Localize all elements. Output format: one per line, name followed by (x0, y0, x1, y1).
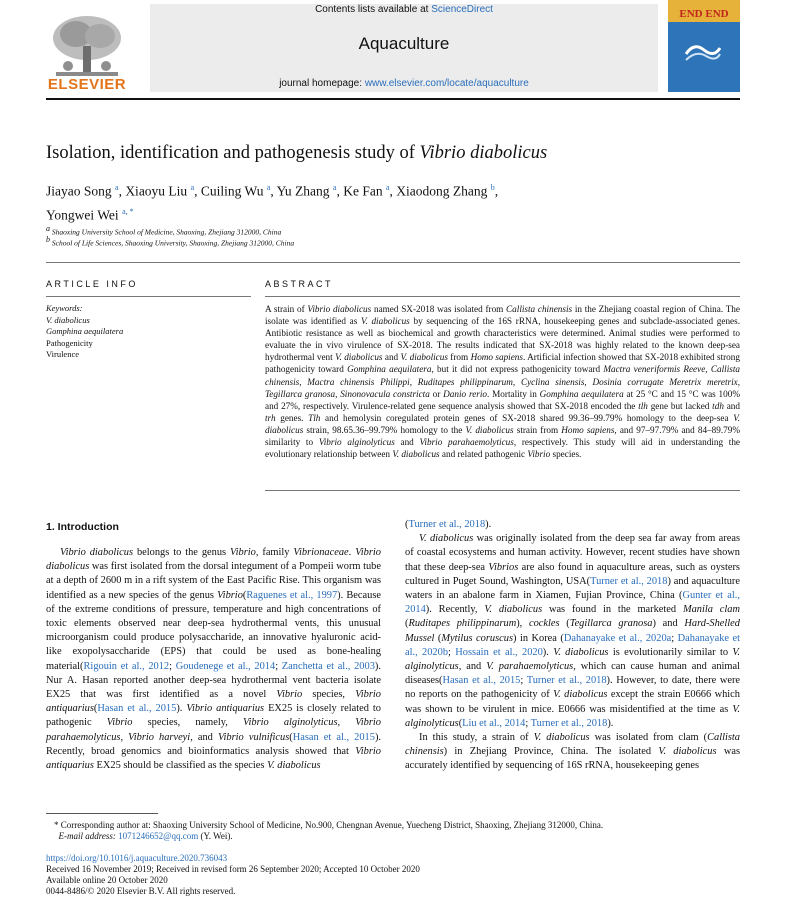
publisher-name: ELSEVIER (47, 76, 127, 93)
introduction-heading: 1. Introduction (46, 521, 119, 533)
divider (46, 262, 740, 263)
affiliation: $^b$ School of Life Sciences, Shaoxing University, Shaoxing, Zhejiang 312000, China (46, 235, 295, 248)
divider (265, 296, 740, 297)
article-title: Isolation, identification and pathogenesis study of Vibrio diabolicus (46, 143, 548, 163)
author[interactable]: Jiayao Song (46, 183, 112, 199)
homepage-link[interactable]: www.elsevier.com/locate/aquaculture (364, 78, 529, 89)
contents-line: Contents lists available at ScienceDirect (315, 4, 493, 15)
header-rule (46, 98, 740, 100)
divider (46, 296, 251, 297)
journal-cover-image (668, 0, 740, 92)
author[interactable]: Yongwei Wei (46, 207, 119, 222)
footnote-rule (46, 813, 158, 814)
body-column-left: Vibrio diabolicus belongs to the genus Vibrio, family Vibrionaceae. Vibrio diabolicus was first isolated from the dorsal integument of a Pompeii worm tube at a depth of 2600 m in a rift system of the East Pacific Rise. This organism was identified as a new species of the genus Vibrio(Raguenes et al., 1997). Because of the extreme conditions of pressure, temperature and high concentrations of toxic elements observed near deep-sea hydrothermal vents, this unusual microorganism could produce polysaccharide, an innovative hyaluronic acid-like exopolysaccharide (EPS) that could be used as bone-healing material(Rigouin et al., 2012; Goudenege et al., 2014; Zanchetta et al., 2003). Nur A. Hasan reported another deep-sea hydrothermal vent bacteria isolate EX25 that was first identified as a novel Vibrio species, Vibrio antiquarius(Hasan et al., 2015). Vibrio antiquarius EX25 is closely related to pathogenic Vibrio species, namely, Vibrio alginolyticus, Vibrio parahaemolyticus, Vibrio harveyi, and Vibrio vulnificus(Hasan et al., 2015). Recently, broad genomics and bioinformatics analysis showed that Vibrio antiquarius EX25 should be classified as the species V. diabolicus (46, 547, 382, 772)
cover-title: END END (679, 8, 729, 20)
abstract-text: A strain of Vibrio diabolicus named SX-2018 was isolated from Callista chinensis in the Zhejiang coastal region of China. The isolate was identified as V. diabolicus by sequencing of the 16S rRNA, housekeeping genes and subclade-associated genes. Antibiotic resistance as well as biochemical and growth characteristics were determined. Animal studies were performed to evaluate the in vivo virulence of SX-2018. The results indicated that SX-2018 was highly related to the known deep-sea hydrothermal vent V. diabolicus and V. diabolicus from Homo sapiens. Artificial infection showed that SX-2018 exhibited strong pathogenicity toward Gomphina aequilatera, but it did not express pathogenicity toward Mactra veneriformis Reeve, Callista chinensis, Mactra chinensis Philippi, Ruditapes philippinarum, Cyclina sinensis, Dosinia corrugate Meretrix meretrix, Tegillarca granosa, Sinonovacula constricta or Danio rerio. Mortality in Gomphina aequilatera at 25 °C and 15 °C was 100% and 27%, respectively. Virulence-related gene sequence analysis showed that SX-2018 encoded the tlh gene but lacked tdh and trh genes. Tlh and hemolysin coregulated protein genes of SX-2018 shared 99.36–99.79% homology to the deep-sea V. diabolicus strain, 98.65.36–99.79% homology to the V. diabolicus strain from Homo sapiens, and 97–97.79% and 84–89.79% similarity to Vibrio alginolyticus and Vibrio parahaemolyticus, respectively. This study will aid in understanding the evolutionary relationship between V. diabolicus and related pathogenic Vibrio species. (265, 304, 741, 460)
author-list: Jiayao Song $^a$, Xiaoyu Liu $^a$, Cuiling Wu $^a$, Yu Zhang $^a$, Ke Fan $^a$, Xiaodong Zhang $^b$, Yongwei Wei $^{a, *}$ (46, 183, 499, 222)
author[interactable]: Cuiling Wu (200, 183, 264, 199)
author[interactable]: Yu Zhang (276, 183, 330, 199)
email-link[interactable]: 1071246652@qq.com (118, 831, 199, 841)
journal-name: Aquaculture (358, 34, 450, 53)
author[interactable]: Xiaodong Zhang (396, 183, 488, 199)
affiliation: $^a$ Shaoxing University School of Medicine, Shaoxing, Zhejiang 312000, China (46, 224, 282, 237)
body-column-right: (Turner et al., 2018). V. diabolicus was originally isolated from the deep sea far away from areas of coastal ecosystems and human activity. However, recent studies have shown that these deep-sea Vibrios are also found in aquaculture areas, such as oysters cultured in Puget Sound, Washington, USA(Turner et al., 2018) and aquaculture waters in an abalone farm in Xiamen, Fujian Province, China (Gunter et al., 2014). Recently, V. diabolicus was found in the marketed Manila clam (Ruditapes philippinarum), cockles (Tegillarca granosa) and Hard-Shelled Mussel (Mytilus coruscus) in Korea (Dahanayake et al., 2020a; Dahanayake et al., 2020b; Hossain et al., 2020). V. diabolicus is evolutionarily similar to V. alginolyticus, and V. parahaemolyticus, which can cause human and animal diseases(Hasan et al., 2015; Turner et al., 2018). However, to date, there were no reports on the pathogenicity of V. diabolicus except the strain E0666 which was shown to be virulent in mice. E0666 was misidentified at the time as V. alginolyticus(Liu et al., 2014; Turner et al., 2018). In this study, a strain of V. diabolicus was isolated from clam (Callista chinensis) in Zhejiang Province, China. The isolated V. diabolicus was accurately identified by sequencing of 16S rRNA, housekeeping genes (405, 519, 741, 772)
keyword: Pathogenicity (46, 337, 93, 348)
keywords-label: Keywords: (46, 303, 83, 313)
keyword: Virulence (46, 349, 79, 359)
keyword: V. diabolicus (46, 314, 90, 325)
author[interactable]: Ke Fan (343, 183, 383, 199)
keywords-block (46, 303, 123, 361)
publication-info: https://doi.org/10.1016/j.aquaculture.2020.736043 Received 16 November 2019; Received in revised form 26 September 2020; Accepted 10 October 2020 Available online 20 October 2020 0044-8486/© 2020 Elsevier B.V. All rights reserved. (46, 853, 420, 896)
homepage-line: journal homepage: www.elsevier.com/locate/aquaculture (279, 78, 529, 89)
divider (265, 490, 740, 491)
corresponding-note: * Corresponding author at: Shaoxing University School of Medicine, No.900, Chengnan Avenue, Yuecheng District, Shaoxing, Zhejiang 312000, China. E-mail address: 1071246652@qq.com (Y. Wei). (54, 820, 604, 841)
sciencedirect-link[interactable]: ScienceDirect (431, 4, 493, 15)
article-info-heading: ARTICLE INFO (46, 279, 138, 289)
abstract-heading: ABSTRACT (265, 279, 334, 289)
keyword: Gomphina aequilatera (46, 326, 124, 336)
cover-swirl-icon (684, 40, 722, 62)
doi-link[interactable]: https://doi.org/10.1016/j.aquaculture.2020.736043 (46, 853, 228, 863)
author[interactable]: Xiaoyu Liu (125, 183, 188, 199)
